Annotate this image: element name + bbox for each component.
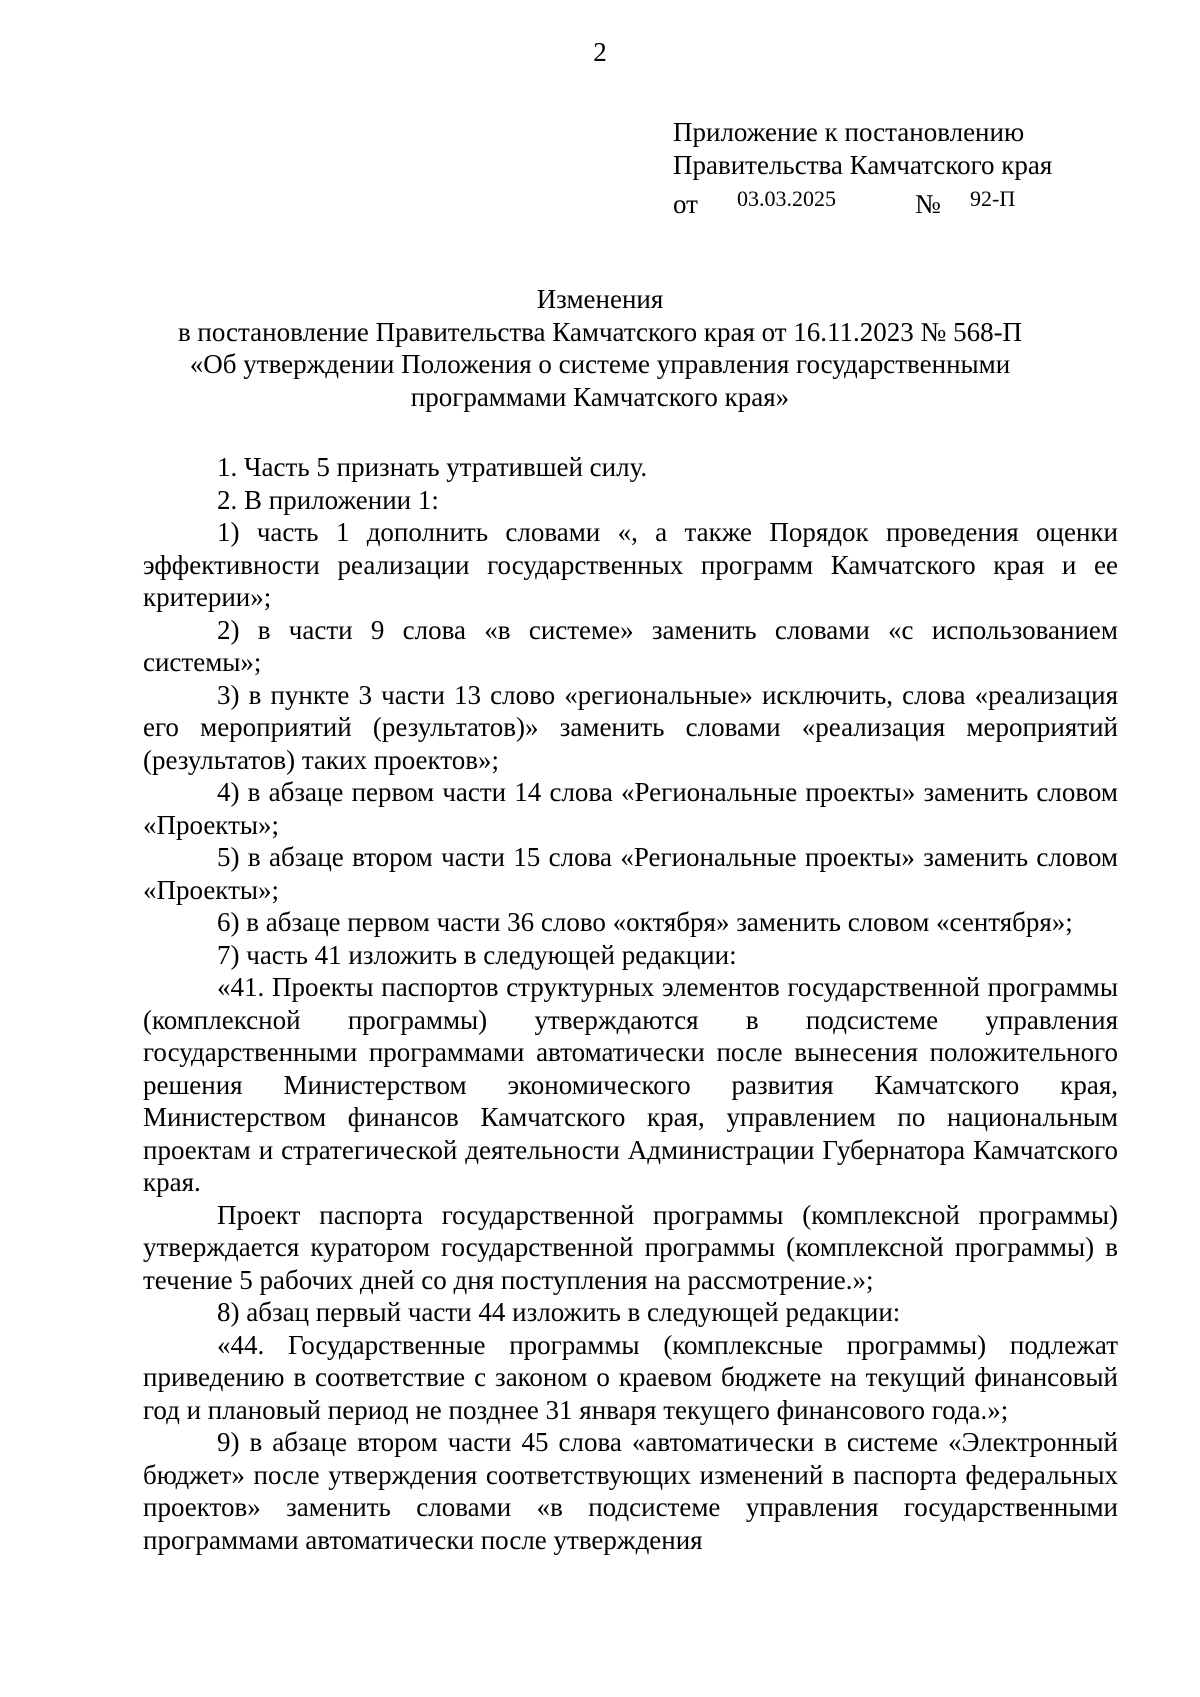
title-line-3: «Об утверждении Положения о системе управления государственными	[189, 349, 1011, 379]
number-sign: №	[915, 189, 941, 219]
appendix-date-line	[673, 182, 1052, 218]
paragraph: 7) часть 41 изложить в следующей редакции:	[217, 939, 737, 970]
paragraph: 8) абзац первый части 44 изложить в следующей редакции:	[217, 1297, 901, 1327]
paragraph: 1. Часть 5 признать утратившей силу.	[217, 452, 648, 482]
from-label: от	[673, 189, 698, 219]
page-number: 2	[593, 37, 607, 67]
paragraph: 9) в абзаце втором части 45 слова «автоматически в системе «Электронный бюджет» после утверждения соответствующих изменений в паспорта федеральных проектов» заменить словами «в подсистеме управления государственными программами автоматически после утверждения	[143, 1427, 1118, 1555]
paragraph: 5) в абзаце втором части 15 слова «Региональные проекты» заменить словом «Проекты»;	[143, 842, 1118, 905]
resolution-number: 92-П	[970, 186, 1016, 211]
paragraph: 1) часть 1 дополнить словами «, а также Порядок проведения оценки эффективности реализации государственных программ Камчатского края и ее критерии»;	[143, 517, 1118, 612]
appendix-line-2: Правительства Камчатского края	[673, 150, 1053, 180]
paragraph: «41. Проекты паспортов структурных элементов государственной программы (комплексной программы) утверждаются в подсистеме управления государственными программами автоматически после вынесения положительного решения Министерством экономического развития Камчатского края, Министерством финансов Камчатского края, управлением по национальным проектам и стратегической деятельности Администрации Губернатора Камчатского края.	[143, 972, 1118, 1197]
title-line-1: Изменения	[536, 284, 664, 314]
title-line-2: в постановление Правительства Камчатского края от 16.11.2023 № 568-П	[177, 316, 1023, 347]
document-body	[143, 451, 1118, 1556]
resolution-date: 03.03.2025	[737, 186, 836, 211]
document-title	[100, 283, 1100, 413]
title-line-4: программами Камчатского края»	[410, 381, 790, 412]
paragraph: 4) в абзаце первом части 14 слова «Региональные проекты» заменить словом «Проекты»;	[143, 777, 1118, 840]
paragraph: «44. Государственные программы (комплексные программы) подлежат приведению в соответствие с законом о краевом бюджете на текущий финансовый год и плановый период не позднее 31 января текущего финансового года.»;	[143, 1329, 1118, 1425]
paragraph: Проект паспорта государственной программы (комплексной программы) утверждается куратором государственной программы (комплексной программы) в течение 5 рабочих дней со дня поступления на рассмотрение.»;	[143, 1199, 1118, 1295]
paragraph: 6) в абзаце первом части 36 слово «октября» заменить словом «сентября»;	[217, 907, 1073, 937]
paragraph: 3) в пункте 3 части 13 слово «региональные» исключить, слова «реализация его мероприятий (результатов)» заменить словами «реализация мероприятий (результатов) таких проектов»;	[143, 679, 1118, 775]
paragraph: 2. В приложении 1:	[217, 484, 439, 515]
appendix-header	[673, 116, 1052, 218]
paragraph: 2) в части 9 слова «в системе» заменить словами «с использованием системы»;	[143, 614, 1118, 677]
appendix-line-1: Приложение к постановлению	[673, 117, 1025, 147]
